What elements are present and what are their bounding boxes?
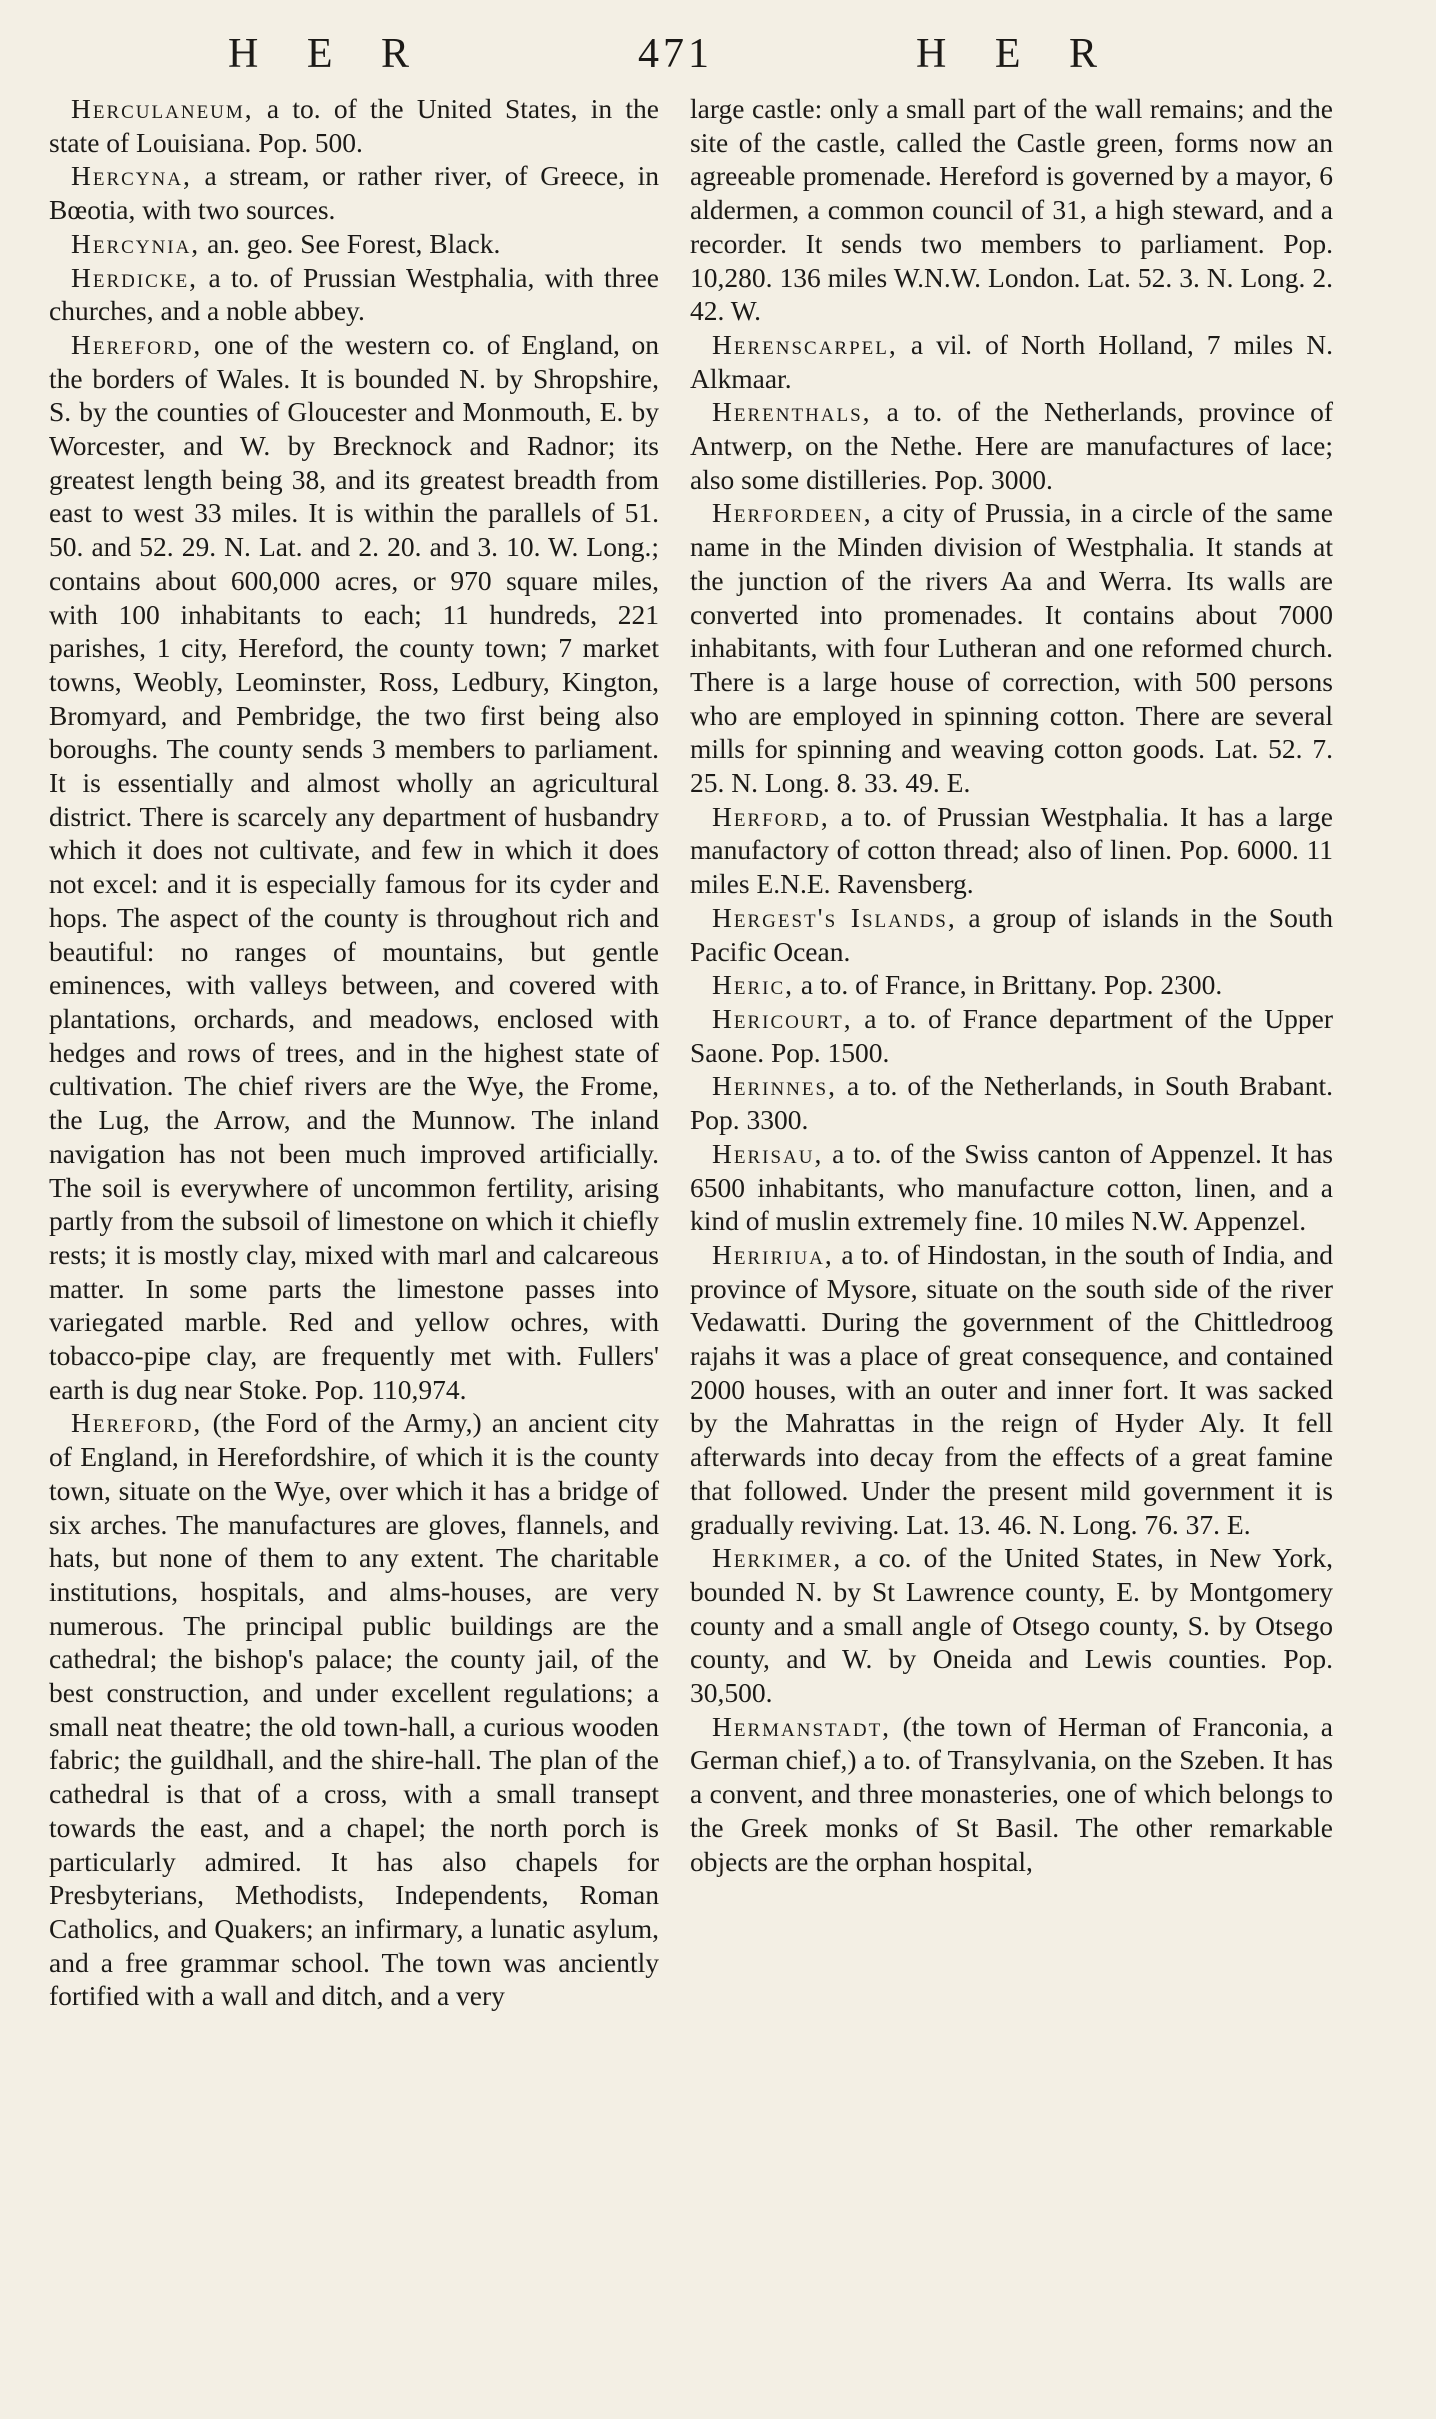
entry-headword: Hereford,: [71, 328, 203, 360]
entry-text: a to. of Prussian Westphalia, with three churches, and a noble abbey.: [49, 261, 659, 327]
right-column: [690, 92, 1333, 1878]
entry-headword: Hercyna,: [71, 160, 192, 192]
entry-headword: Hermanstadt,: [712, 1710, 892, 1742]
gazetteer-entry: [49, 159, 659, 226]
gazetteer-entry: [49, 1406, 659, 2013]
gazetteer-entry: [690, 92, 1333, 328]
entry-headword: Herford,: [712, 800, 830, 832]
running-head-left: H E R: [228, 31, 413, 77]
running-head-right: H E R: [916, 31, 1101, 77]
entry-text: a to. of France department of the Upper Saone. Pop. 1500.: [690, 1002, 1333, 1068]
entry-text: a vil. of North Holland, 7 miles N. Alkmaar.: [690, 328, 1333, 394]
gazetteer-entry: [49, 261, 659, 328]
entry-headword: Herinnes,: [712, 1070, 837, 1102]
entry-text: (the town of Herman of Franconia, a German chief,) a to. of Transylvania, on the Szeben. It has a convent, and three monasteries, one of which belongs to the Greek monks of St Basil. The other remarkable objects are the orphan hospital,: [690, 1710, 1333, 1877]
gazetteer-entry: [690, 1238, 1333, 1541]
gazetteer-entry: [49, 227, 659, 261]
entry-text: an. geo. See Forest, Black.: [200, 227, 501, 259]
gazetteer-entry: [690, 328, 1333, 395]
gazetteer-entry: [690, 1069, 1333, 1136]
entry-headword: Heric,: [712, 969, 795, 1001]
gazetteer-entry: [49, 92, 659, 159]
entry-headword: Hergest's Islands,: [712, 901, 957, 933]
entry-text: a co. of the United States, in New York, bounded N. by St Lawrence county, E. by Montgomery county and a small angle of Otsego county, S. by Otsego county, and W. by Oneida and Lewis counties. Pop. 30,500.: [690, 1542, 1333, 1709]
gazetteer-entry: [690, 901, 1333, 968]
entry-headword: Hereford,: [71, 1407, 203, 1439]
entry-headword: Herdicke,: [71, 261, 199, 293]
entry-text: large castle: only a small part of the wall remains; and the site of the castle, called the Castle green, forms now an agreeable promenade. Hereford is governed by a mayor, 6 aldermen, a common council of 31, a high steward, and a recorder. It sends two members to parliament. Pop. 10,280. 136 miles W.N.W. London. Lat. 52. 3. N. Long. 2. 42. W.: [690, 93, 1333, 327]
entry-headword: Herfordeen,: [712, 497, 873, 529]
entry-headword: Herisau,: [712, 1137, 824, 1169]
entry-headword: Herculaneum,: [71, 93, 254, 124]
entry-text: a to. of the United States, in the state of Louisiana. Pop. 500.: [49, 93, 659, 158]
page-number: 471: [638, 31, 713, 77]
entry-headword: Herkimer,: [712, 1542, 843, 1574]
gazetteer-entry: [690, 1541, 1333, 1710]
gazetteer-entry: [690, 1137, 1333, 1238]
entry-headword: Herenscarpel,: [712, 328, 898, 360]
gazetteer-entry: [690, 800, 1333, 901]
entry-text: (the Ford of the Army,) an ancient city of England, in Herefordshire, of which it is the county town, situate on the Wye, over which it has a bridge of six arches. The manufactures are gloves, flannels, and hats, but none of them to any extent. The charitable institutions, hospitals, and alms-houses, are very numerous. The principal public buildings are the cathedral; the bishop's palace; the county jail, of the best construction, and under excellent regulations; a small neat theatre; the old town-hall, a curious wooden fabric; the guildhall, and the shire-hall. The plan of the cathedral is that of a cross, with a small transept towards the east, and a chapel; the north porch is particularly admired. It has also chapels for Presbyterians, Methodists, Independents, Roman Catholics, and Quakers; an infirmary, a lunatic asylum, and a free grammar school. The town was anciently fortified with a wall and ditch, and a very: [49, 1407, 659, 2012]
entry-headword: Hercynia,: [71, 227, 201, 259]
entry-text: a to. of the Netherlands, province of Antwerp, on the Nethe. Here are manufactures of lace; also some distilleries. Pop. 3000.: [690, 396, 1333, 495]
entry-text: one of the western co. of England, on the borders of Wales. It is bounded N. by Shropshire, S. by the counties of Gloucester and Monmouth, E. by Worcester, and W. by Brecknock and Radnor; its greatest length being 38, and its greatest breadth from east to west 33 miles. It is within the parallels of 51. 50. and 52. 29. N. Lat. and 2. 20. and 3. 10. W. Long.; contains about 600,000 acres, or 970 square miles, with 100 inhabitants to each; 11 hundreds, 221 parishes, 1 city, Hereford, the county town; 7 market towns, Weobly, Leominster, Ross, Ledbury, Kington, Bromyard, and Pembridge, the two first being also boroughs. The county sends 3 members to parliament. It is essentially and almost wholly an agricultural district. There is scarcely any department of husbandry which it does not cultivate, and few in which it does not excel: and it is especially famous for its cyder and hops. The aspect of the county is throughout rich and beautiful: no ranges of mountains, but gentle eminences, with valleys between, and covered with plantations, orchards, and meadows, enclosed with hedges and rows of trees, and in the highest state of cultivation. The chief rivers are the Wye, the Frome, the Lug, the Arrow, and the Munnow. The inland navigation has not been much improved artificially. The soil is everywhere of uncommon fertility, arising partly from the subsoil of limestone on which it chiefly rests; it is mostly clay, mixed with marl and calcareous matter. In some parts the limestone passes into variegated marble. Red and yellow ochres, with tobacco-pipe clay, are frequently met with. Fullers' earth is dug near Stoke. Pop. 110,974.: [49, 328, 659, 1405]
entry-text: a stream, or rather river, of Greece, in Bœotia, with two sources.: [49, 160, 659, 226]
left-column: [49, 92, 659, 2013]
entry-headword: Herenthals,: [712, 396, 872, 428]
gazetteer-entry: [690, 1710, 1333, 1879]
gazetteer-entry: [690, 395, 1333, 496]
entry-text: a group of islands in the South Pacific Ocean.: [690, 901, 1333, 967]
entry-text: a to. of France, in Brittany. Pop. 2300.: [794, 969, 1223, 1001]
entry-headword: Hericourt,: [712, 1002, 853, 1034]
entry-text: a to. of the Swiss canton of Appenzel. It has 6500 inhabitants, who manufacture cotton, linen, and a kind of muslin extremely fine. 10 miles N.W. Appenzel.: [690, 1137, 1333, 1237]
entry-text: a to. of Hindostan, in the south of India, and province of Mysore, situate on the south side of the river Vedawatti. During the government of the Chittledroog rajahs it was a place of great consequence, and contained 2000 houses, with an outer and inner fort. It was sacked by the Mahrattas in the reign of Hyder Aly. It fell afterwards into decay from the effects of a great famine that followed. Under the present mild government it is gradually reviving. Lat. 13. 46. N. Long. 76. 37. E.: [690, 1238, 1333, 1540]
entry-headword: Heririua,: [712, 1238, 834, 1270]
entry-text: a city of Prussia, in a circle of the same name in the Minden division of Westphalia. It stands at the junction of the rivers Aa and Werra. Its walls are converted into promenades. It contains about 7000 inhabitants, with four Lutheran and one reformed church. There is a large house of correction, with 500 persons who are employed in spinning cotton. There are several mills for spinning and weaving cotton goods. Lat. 52. 7. 25. N. Long. 8. 33. 49. E.: [690, 497, 1333, 799]
entry-text: a to. of Prussian Westphalia. It has a large manufactory of cotton thread; also of linen. Pop. 6000. 11 miles E.N.E. Ravensberg.: [690, 800, 1333, 900]
entry-text: a to. of the Netherlands, in South Brabant. Pop. 3300.: [690, 1070, 1333, 1136]
gazetteer-entry: [690, 1002, 1333, 1069]
running-head: [0, 30, 1436, 86]
gazetteer-entry: [690, 968, 1333, 1002]
gazetteer-entry: [690, 496, 1333, 799]
gazetteer-entry: [49, 328, 659, 1407]
